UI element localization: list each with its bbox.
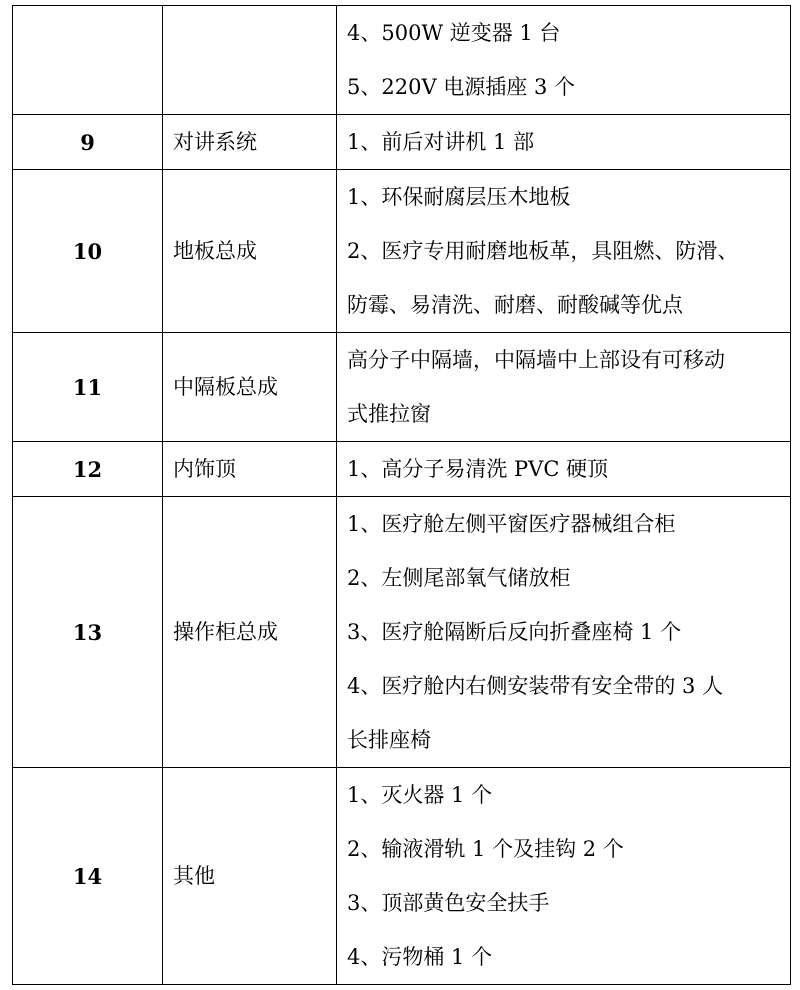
detail-line: 2、医疗专用耐磨地板革，具阻燃、防滑、 <box>347 239 739 263</box>
detail-line: 4、500W 逆变器 1 台 <box>347 21 561 45</box>
row-number: 12 <box>13 442 163 497</box>
detail-line: 4、医疗舱内右侧安装带有安全带的 3 人 <box>347 674 724 698</box>
detail-line: 3、医疗舱隔断后反向折叠座椅 1 个 <box>347 620 682 644</box>
table-row <box>13 497 791 768</box>
detail-line: 2、左侧尾部氧气储放柜 <box>347 566 571 590</box>
equipment-spec-table <box>12 5 791 985</box>
row-number: 13 <box>13 497 163 768</box>
detail-line: 1、高分子易清洗 PVC 硬顶 <box>347 457 609 481</box>
item-details <box>337 333 791 442</box>
table-row <box>13 768 791 985</box>
detail-line: 4、污物桶 1 个 <box>347 945 493 969</box>
item-details <box>337 442 791 497</box>
table-row <box>13 442 791 497</box>
item-details <box>337 170 791 333</box>
row-number: 9 <box>13 115 163 170</box>
item-name: 地板总成 <box>163 170 337 333</box>
detail-line: 3、顶部黄色安全扶手 <box>347 891 550 915</box>
table-row <box>13 333 791 442</box>
row-number: 10 <box>13 170 163 333</box>
detail-line: 5、220V 电源插座 3 个 <box>347 75 575 99</box>
detail-line: 高分子中隔墙，中隔墙中上部设有可移动 <box>347 348 725 372</box>
detail-line: 1、医疗舱左侧平窗医疗器械组合柜 <box>347 512 676 536</box>
table-row <box>13 6 791 115</box>
item-name <box>163 6 337 115</box>
item-name: 其他 <box>163 768 337 985</box>
row-number <box>13 6 163 115</box>
item-name: 中隔板总成 <box>163 333 337 442</box>
item-name: 操作柜总成 <box>163 497 337 768</box>
item-details <box>337 6 791 115</box>
detail-line: 长排座椅 <box>347 728 431 752</box>
detail-line: 式推拉窗 <box>347 402 431 426</box>
detail-line: 2、输液滑轨 1 个及挂钩 2 个 <box>347 837 624 861</box>
item-name: 内饰顶 <box>163 442 337 497</box>
item-details <box>337 497 791 768</box>
detail-line: 1、灭火器 1 个 <box>347 783 493 807</box>
detail-line: 1、环保耐腐层压木地板 <box>347 185 571 209</box>
row-number: 11 <box>13 333 163 442</box>
detail-line: 防霉、易清洗、耐磨、耐酸碱等优点 <box>347 293 683 317</box>
item-details <box>337 115 791 170</box>
row-number: 14 <box>13 768 163 985</box>
table-row <box>13 170 791 333</box>
item-name: 对讲系统 <box>163 115 337 170</box>
detail-line: 1、前后对讲机 1 部 <box>347 130 535 154</box>
table-row <box>13 115 791 170</box>
item-details <box>337 768 791 985</box>
